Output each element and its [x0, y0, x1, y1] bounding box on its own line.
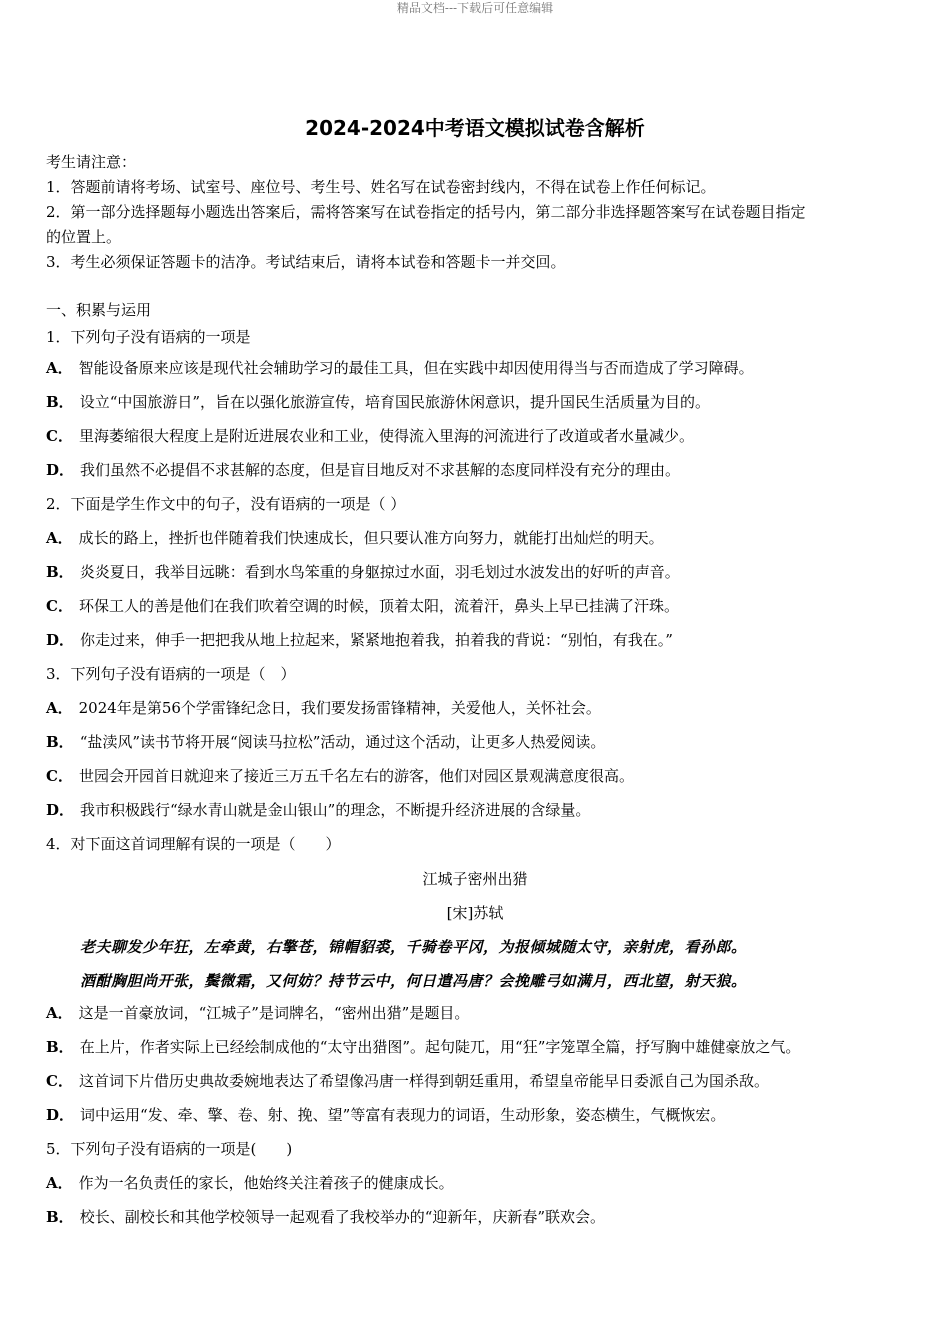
questions-block [46, 298, 906, 861]
option-c: C． 这首词下片借历史典故委婉地表达了希望像冯唐一样得到朝廷重用，希望皇帝能早日委派自己为国杀敌。 [46, 1072, 769, 1090]
notice-item: 的位置上。 [46, 228, 122, 246]
poem-line: 酒酣胸胆尚开张，鬓微霜，又何妨？持节云中，何日遣冯唐？会挽雕弓如满月，西北望，射天狼。 [80, 972, 747, 990]
option-c: C． 里海萎缩很大程度上是附近进展农业和工业，使得流入里海的河流进行了改道或者水量减少。 [46, 427, 694, 445]
option-a: A． 2024年是第56个学雷锋纪念日，我们要发扬雷锋精神，关爱他人，关怀社会。 [46, 699, 601, 717]
option-b: B． “盐渎风”读书节将开展“阅读马拉松”活动，通过这个活动，让更多人热爱阅读。 [46, 733, 606, 751]
option-a: A． 作为一名负责任的家长，他始终关注着孩子的健康成长。 [46, 1174, 454, 1192]
question-stem: 4．对下面这首词理解有误的一项是（ ） [46, 835, 341, 853]
poem-line: 老夫聊发少年狂，左牵黄，右擎苍，锦帽貂裘，千骑卷平冈，为报倾城随太守，亲射虎，看孙郎。 [80, 938, 747, 956]
option-b: B． 炎炎夏日，我举目远眺：看到水鸟笨重的身躯掠过水面，羽毛划过水波发出的好听的声音。 [46, 563, 680, 581]
question-stem: 1．下列句子没有语病的一项是 [46, 328, 251, 346]
option-a: A． 成长的路上，挫折也伴随着我们快速成长，但只要认准方向努力，就能打出灿烂的明天。 [46, 529, 664, 547]
header-note: 精品文档---下载后可任意编辑 [396, 1, 554, 15]
option-c: C． 世园会开园首日就迎来了接近三万五千名左右的游客，他们对园区景观满意度很高。 [46, 767, 634, 785]
questions-block-continued [46, 996, 906, 1234]
option-d: D． 我市积极践行“绿水青山就是金山银山”的理念，不断提升经济进展的含绿量。 [46, 801, 591, 819]
option-a: A． 智能设备原来应该是现代社会辅助学习的最佳工具，但在实践中却因使用得当与否而造成了学习障碍。 [46, 359, 754, 377]
section-heading: 一、积累与运用 [46, 301, 152, 319]
notice-heading: 考生请注意： [46, 153, 137, 171]
poem-author: [宋]苏轼 [446, 904, 504, 922]
question-stem: 3．下列句子没有语病的一项是（ ） [46, 665, 296, 683]
option-a: A． 这是一首豪放词，“江城子”是词牌名，“密州出猎”是题目。 [46, 1004, 470, 1022]
option-d: D． 你走过来，伸手一把把我从地上拉起来，紧紧地抱着我，拍着我的背说：“别怕，有我在。” [46, 631, 673, 649]
option-b: B． 校长、副校长和其他学校领导一起观看了我校举办的“迎新年，庆新春”联欢会。 [46, 1208, 606, 1226]
option-c: C． 环保工人的善是他们在我们吹着空调的时候，顶着太阳，流着汗，鼻头上早已挂满了汗珠。 [46, 597, 679, 615]
notice-block [46, 150, 906, 275]
notice-item: 2．第一部分选择题每小题选出答案后，需将答案写在试卷指定的括号内，第二部分非选择题答案写在试卷题目指定 [46, 203, 806, 221]
notice-item: 1．答题前请将考场、试室号、座位号、考生号、姓名写在试卷密封线内，不得在试卷上作任何标记。 [46, 178, 716, 196]
question-stem: 5．下列句子没有语病的一项是( ) [46, 1140, 293, 1158]
option-d: D． 词中运用“发、牵、擎、卷、射、挽、望”等富有表现力的词语，生动形象，姿态横生，气概恢宏。 [46, 1106, 726, 1124]
poem-title: 江城子密州出猎 [422, 870, 528, 888]
option-b: B． 设立“中国旅游日”，旨在以强化旅游宣传，培育国民旅游休闲意识，提升国民生活质量为目的。 [46, 393, 711, 411]
page-title: 2024-2024中考语文模拟试卷含解析 [305, 116, 645, 140]
notice-item: 3．考生必须保证答题卡的洁净。考试结束后，请将本试卷和答题卡一并交回。 [46, 253, 566, 271]
option-b: B． 在上片，作者实际上已经绘制成他的“太守出猎图”。起句陡兀，用“狂”字笼罩全篇，抒写胸中雄健豪放之气。 [46, 1038, 801, 1056]
question-stem: 2．下面是学生作文中的句子，没有语病的一项是（ ） [46, 495, 406, 513]
option-d: D． 我们虽然不必提倡不求甚解的态度，但是盲目地反对不求甚解的态度同样没有充分的理由。 [46, 461, 681, 479]
